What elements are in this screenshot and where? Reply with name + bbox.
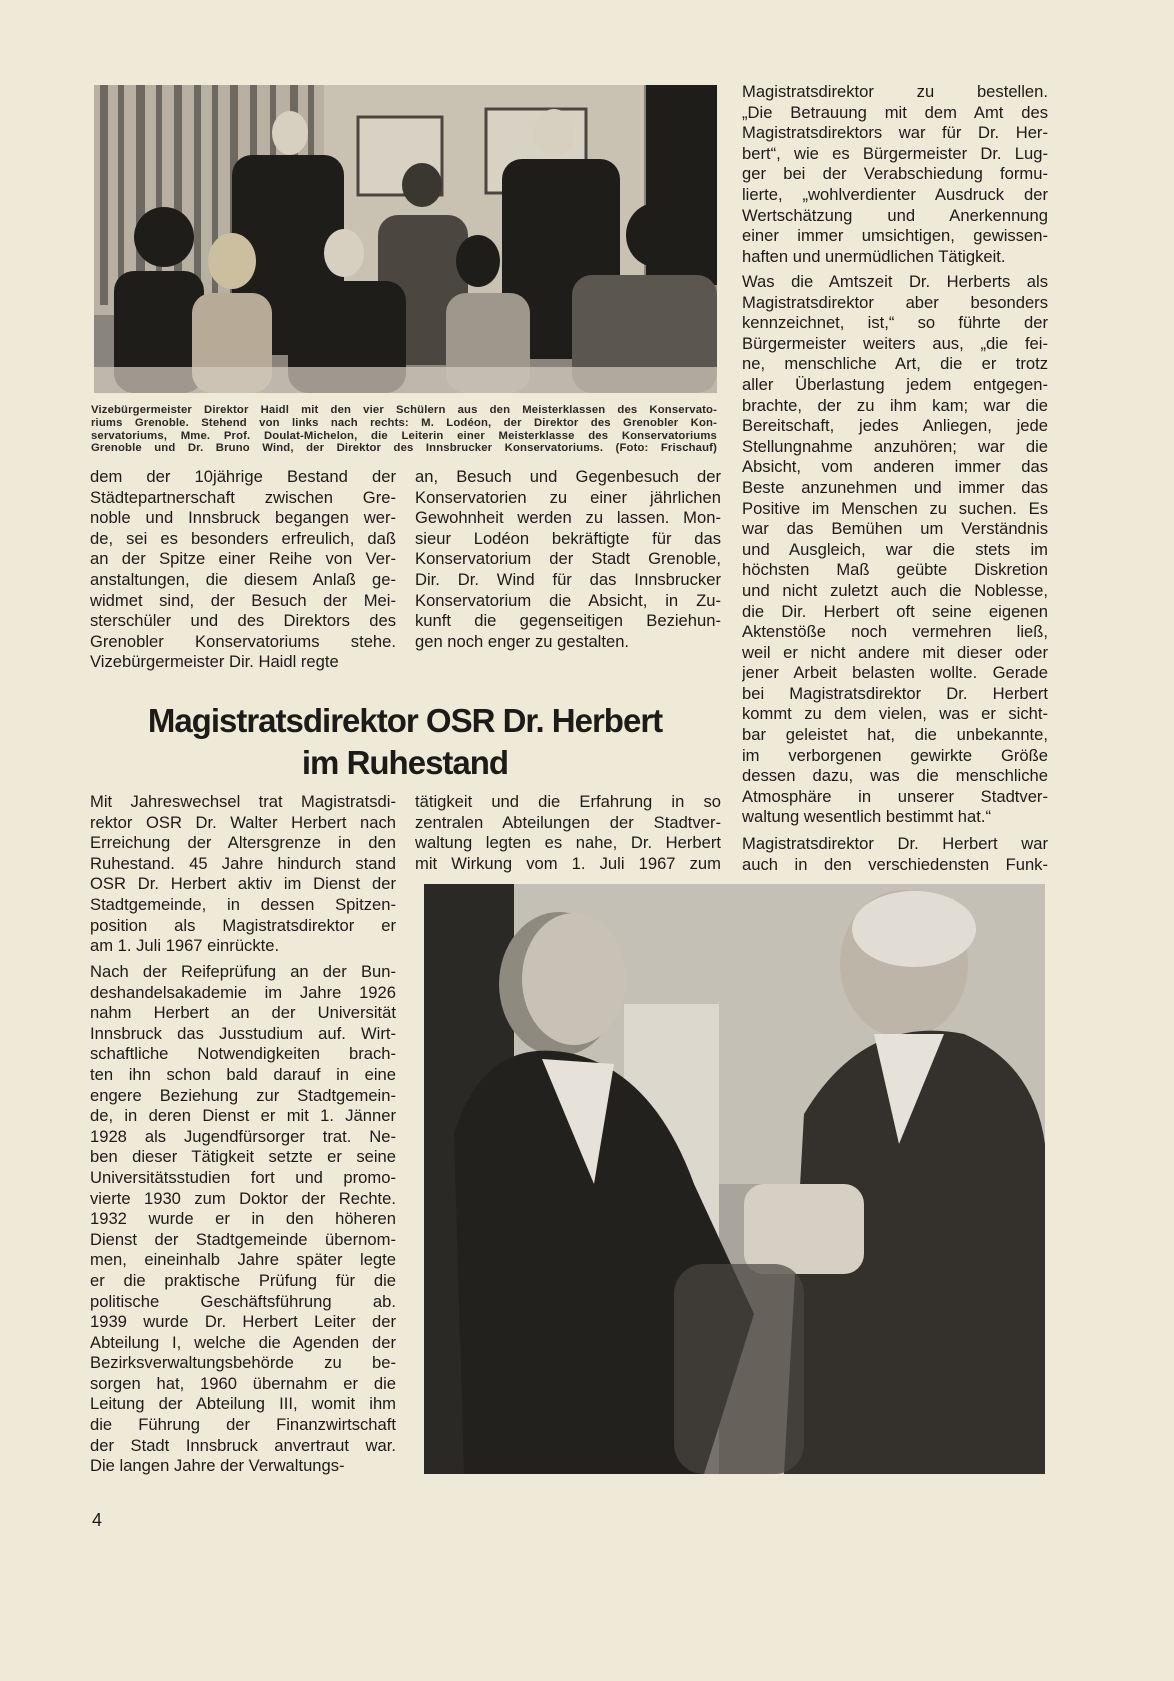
text-line: der Stadt Innsbruck anvertraut war. [90,1435,396,1455]
caption-line: servatoriums, Mme. Prof. Doulat-Michelon, die Leiterin einer Meisterklasse des Konservatoriums [91,429,717,442]
text-line: auch in den verschiedensten Funk- [742,854,1048,874]
text-line: Magistratsdirektor aber besonders [742,292,1048,312]
text-line: jener Arbeit belasten wollte. Gerade [742,663,1048,683]
text-line: position als Magistratsdirektor er [90,915,396,935]
text-line: nahm Herbert an der Universität [90,1003,396,1023]
article2-col1-para1 [90,792,396,957]
text-line: men, eineinhalb Jahre später legte [90,1250,396,1270]
page-number: 4 [92,1510,103,1530]
text-line: aller Überlastung jedem entgegen- [742,374,1048,394]
text-line: Absicht, vom anderen immer das [742,457,1048,477]
text-line: sorgen hat, 1960 übernahm er die [90,1373,396,1393]
text-line: einer immer umsichtigen, gewissen- [742,226,1048,246]
text-line: „Die Betrauung mit dem Amt des [742,102,1048,122]
text-line: an, Besuch und Gegenbesuch der [415,467,721,486]
text-line: Konservatorien zu einer jährlichen [415,487,721,507]
text-line: vierte 1930 zum Doktor der Rechte. [90,1188,396,1208]
text-line: die Dir. Herbert oft seine eigenen [742,601,1048,621]
text-line: anstaltungen, die diesem Anlaß ge- [90,569,396,589]
text-line: Erreichung der Altersgrenze in den [90,833,396,853]
text-line: Gewohnheit werden zu lassen. Mon- [415,508,721,528]
text-line: ten ihn schon bald darauf in eine [90,1064,396,1084]
text-line: Dienst der Stadtgemeinde übernom- [90,1229,396,1249]
text-line: ben dieser Tätigkeit setzte er seine [90,1147,396,1167]
article2-col2-para1 [415,792,721,874]
text-line: Bürgermeister weiters aus, „die fei- [742,333,1048,353]
text-line: waltung wesentlich bestimmt hat.“ [742,807,992,827]
text-line: de, sei es besonders erfreulich, daß [90,528,396,548]
text-line: Positive im Menschen zu suchen. Es [742,498,1048,518]
text-line: war das Bemühen um Verständnis [742,519,1048,539]
text-line: Mit Jahreswechsel trat Magistratsdi- [90,792,396,811]
text-line: 1928 als Jugendfürsorger trat. Ne- [90,1126,396,1146]
text-line: Ruhestand. 45 Jahre hindurch stand [90,853,396,873]
text-line: Atmosphäre in unserer Stadtver- [742,786,1048,806]
text-line: er die praktische Prüfung für die [90,1270,396,1290]
text-line: deshandelsakademie im Jahre 1926 [90,982,396,1002]
text-line: weil er nicht andere mit dieser oder [742,642,1048,662]
text-line: Bezirksverwaltungsbehörde zu be- [90,1353,396,1373]
photo-caption [91,404,717,455]
text-line: sieur Lodéon bekräftigte für das [415,528,721,548]
col3-para2 [742,272,1048,828]
text-line: Universitätsstudien fort und promo- [90,1167,396,1187]
text-line: und nicht zuletzt auch die Noblesse, [742,580,1048,600]
col3-para3 [742,834,1048,875]
text-line: bei Magistratsdirektor Dr. Herbert [742,683,1048,703]
text-line: kommt zu dem vielen, was er sicht- [742,704,1048,724]
text-line: an der Spitze einer Reihe von Ver- [90,549,396,569]
text-line: Stadtgemeinde, in dessen Spitzen- [90,894,396,914]
text-line: die Führung der Finanzwirtschaft [90,1415,396,1435]
article-headline [88,700,722,784]
text-line: noble und Innsbruck begangen wer- [90,508,396,528]
text-line: Innsbruck das Jusstudium auf. Wirt- [90,1023,396,1043]
text-line: Abteilung I, welche die Agenden der [90,1332,396,1352]
text-line: lierte, „wohlverdienter Ausdruck der [742,184,1048,204]
text-line: dem der 10jährige Bestand der [90,467,396,486]
text-line: Aktenstöße noch vermehren ließ, [742,622,1048,642]
text-line: ger bei der Verabschiedung formu- [742,164,1048,184]
text-line: haften und unermüdlichen Tätigkeit. [742,246,1006,266]
article1-column1 [90,467,396,673]
text-line: und Ausgleich, war die stets im [742,539,1048,559]
caption-line: Vizebürgermeister Direktor Haidl mit den vier Schülern aus den Meisterklassen des Konservato- [91,404,717,416]
text-line: Grenobler Konservatoriums stehe. [90,631,396,651]
text-line: widmet sind, der Besuch der Mei- [90,590,396,610]
text-line: kennzeichnet, ist,“ so führte der [742,313,1048,333]
caption-line: riums Grenoble. Stehend von links nach rechts: M. Lodéon, der Direktor des Grenobler Kon- [91,416,717,429]
headline-line-2: im Ruhestand [301,744,509,781]
text-line: Städtepartnerschaft zwischen Gre- [90,487,396,507]
text-line: brachte, der zu ihm kam; war die [742,395,1048,415]
text-line: Wertschätzung und Anerkennung [742,205,1048,225]
text-line: Bereitschaft, jedes Anliegen, jede [742,416,1048,436]
text-line: bar geleistet hat, die unbekannte, [742,725,1048,745]
text-line: Was die Amtszeit Dr. Herberts als [742,272,1048,291]
text-line: Dir. Dr. Wind für das Innsbrucker [415,569,721,589]
text-line: engere Beziehung zur Stadtgemein- [90,1085,396,1105]
text-line: zentralen Abteilungen der Stadtver- [415,812,721,832]
text-line: dessen dazu, was die menschliche [742,766,1048,786]
headline-line-1: Magistratsdirektor OSR Dr. Herbert [147,702,663,739]
text-line: kunft die gegenseitigen Beziehun- [415,611,721,631]
text-line: 1932 wurde er in den höheren [90,1209,396,1229]
text-line: OSR Dr. Herbert aktiv im Dienst der [90,874,396,894]
text-line: Konservatorium der Stadt Grenoble, [415,549,721,569]
text-line: am 1. Juli 1967 einrückte. [90,936,280,956]
text-line: bert“, wie es Bürgermeister Dr. Lug- [742,143,1048,163]
text-line: höchsten Maß geübte Diskretion [742,560,1048,580]
text-line: de, in deren Dienst er mit 1. Jänner [90,1106,396,1126]
text-line: tätigkeit und die Erfahrung in so [415,792,721,811]
caption-line: Grenoble und Dr. Bruno Wind, der Direktor des Innsbrucker Konservatoriums. (Foto: Frischauf) [91,442,717,455]
text-line: Nach der Reifeprüfung an der Bun- [90,962,396,981]
text-line: im verborgenen gewirkte Größe [742,745,1048,765]
text-line: ne, menschliche Art, die er trotz [742,354,1048,374]
text-line: Vizebürgermeister Dir. Haidl regte [90,652,339,672]
text-line: Die langen Jahre der Verwaltungs- [90,1456,345,1476]
text-line: politische Geschäftsführung ab. [90,1291,396,1311]
text-line: Beste anzunehmen und immer das [742,477,1048,497]
article2-col1-para2 [90,962,396,1477]
article1-column2 [415,467,721,652]
text-line: gen noch enger zu gestalten. [415,631,630,651]
text-line: Leitung der Abteilung III, womit ihm [90,1394,396,1414]
text-line: sterschüler und des Direktors des [90,611,396,631]
text-line: 1939 wurde Dr. Herbert Leiter der [90,1312,396,1332]
text-line: Magistratsdirektor Dr. Herbert war [742,834,1048,853]
text-line: Magistratsdirektors war für Dr. Her- [742,123,1048,143]
text-line: schaftliche Notwendigkeiten brach- [90,1044,396,1064]
col3-para1 [742,82,1048,267]
text-line: rektor OSR Dr. Walter Herbert nach [90,812,396,832]
text-line: mit Wirkung vom 1. Juli 1967 zum [415,853,721,873]
handshake-photo [424,884,1045,1474]
group-photo [94,85,717,393]
text-line: Stellungnahme anzuhören; war die [742,436,1048,456]
text-line: Konservatorium die Absicht, in Zu- [415,590,721,610]
text-line: Magistratsdirektor zu bestellen. [742,82,1048,101]
text-line: waltung legten es nahe, Dr. Herbert [415,833,721,853]
